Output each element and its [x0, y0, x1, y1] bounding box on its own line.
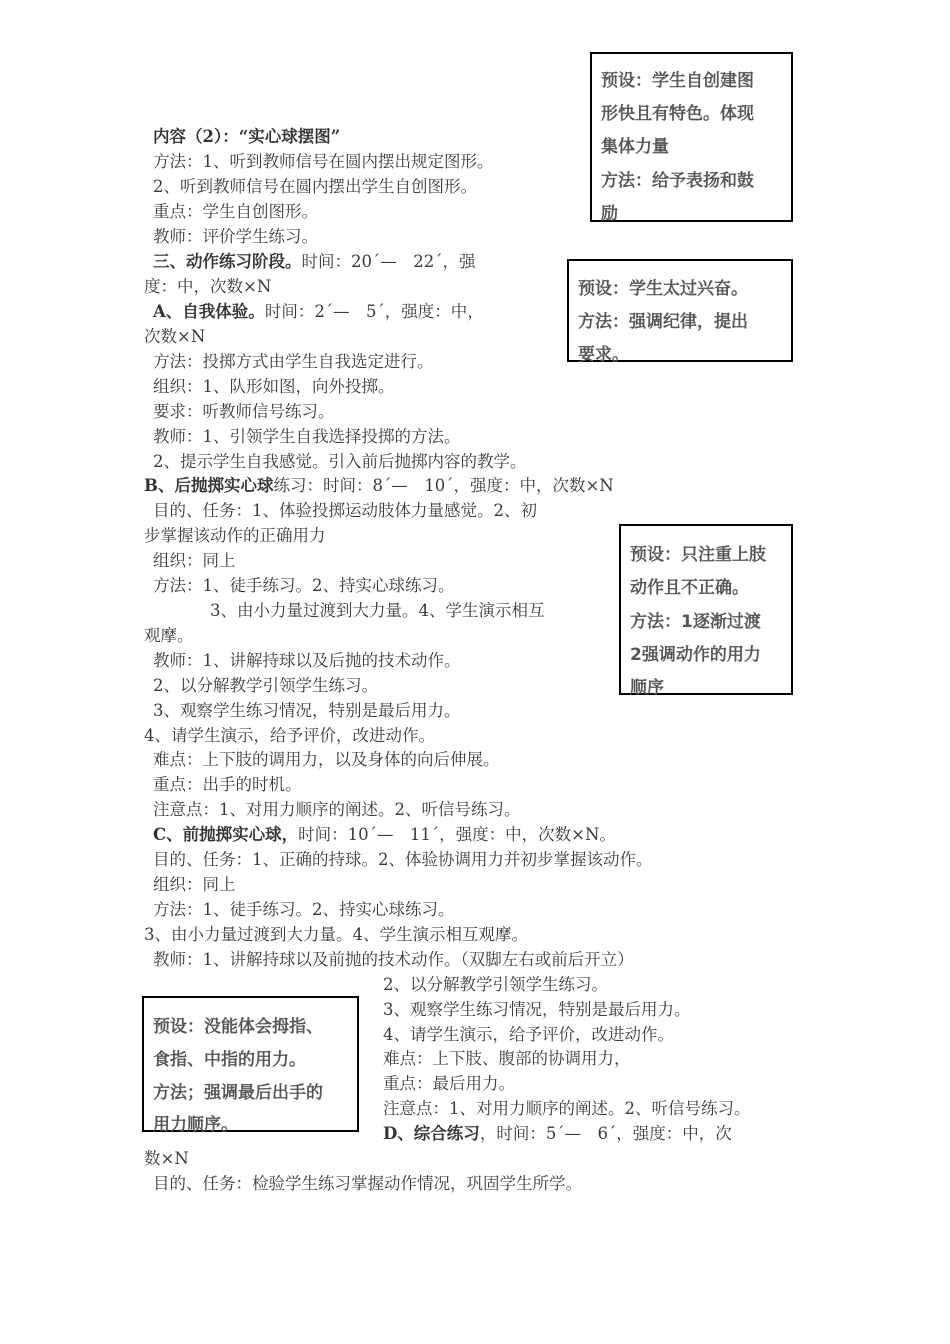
note-line: 预设：学生自创建图: [601, 71, 754, 91]
note-line: 动作且不正确。: [630, 578, 749, 598]
text-line: 难点：上下肢的调用力，以及身体的向后伸展。: [153, 750, 500, 769]
text-line: 注意点：1、对用力顺序的阐述。2、听信号练习。: [153, 800, 521, 819]
note-line: 预设：只注重上肢: [630, 545, 766, 565]
text-line: 方法：1、徒手练习。2、持实心球练习。: [153, 900, 455, 919]
text-line: 教师：评价学生练习。: [153, 227, 318, 246]
text-line: 目的、任务：1、正确的持球。2、体验协调用力并初步掌握该动作。: [153, 850, 653, 869]
text-line: 4、请学生演示，给予评价，改进动作。: [383, 1025, 674, 1044]
text-line: 组织：1、队形如图，向外投掷。: [153, 377, 395, 396]
text-line: 2、以分解教学引领学生练习。: [383, 975, 608, 994]
text-line: 方法：投掷方式由学生自我选定进行。: [153, 352, 434, 371]
preset-note-box: [142, 996, 359, 1135]
text-line: 步掌握该动作的正确用力: [144, 526, 326, 545]
note-line: 预设：学生太过兴奋。: [578, 279, 748, 299]
note-line: 2强调动作的用力: [630, 645, 761, 665]
text-line: 3、由小力量过渡到大力量。4、学生演示相互: [210, 601, 545, 620]
text-line: 教师：1、引领学生自我选择投掷的方法。: [153, 427, 461, 446]
text-line: 度：中，次数×N: [144, 277, 272, 296]
text-line: 教师：1、讲解持球以及后抛的技术动作。: [153, 651, 461, 670]
text-line: 方法：1、听到教师信号在圆内摆出规定图形。: [153, 152, 494, 171]
text-line: 重点：出手的时机。: [153, 775, 302, 794]
text-line: 3、由小力量过渡到大力量。4、学生演示相互观摩。: [144, 925, 528, 944]
note-line: 方法；强调最后出手的: [153, 1083, 323, 1103]
text-line: 重点：最后用力。: [383, 1074, 515, 1093]
text-line: 2、听到教师信号在圆内摆出学生自创图形。: [153, 177, 477, 196]
text-line: 方法：1、徒手练习。2、持实心球练习。: [153, 576, 455, 595]
content-2-heading: 内容（2）：“实心球摆图”: [153, 127, 341, 146]
subsection-c-heading: C、前抛掷实心球，时间：10´— 11´，强度：中，次数×N。: [153, 825, 616, 844]
text-line: 次数×N: [144, 327, 206, 346]
text-line: 注意点：1、对用力顺序的阐述。2、听信号练习。: [383, 1099, 751, 1118]
note-line: 集体力量: [601, 137, 669, 157]
text-line: 3、观察学生练习情况，特别是最后用力。: [153, 701, 461, 720]
subsection-b-heading: B、后抛掷实心球练习：时间：8´— 10´，强度：中，次数×N: [144, 476, 614, 495]
note-line: 预设：没能体会拇指、: [153, 1017, 323, 1037]
text-line: 2、以分解教学引领学生练习。: [153, 676, 378, 695]
note-line: 方法：给予表扬和鼓: [601, 171, 754, 191]
note-line: 方法：1逐渐过渡: [630, 612, 761, 632]
note-line: 要求。: [578, 345, 629, 365]
text-line: 2、提示学生自我感觉。引入前后抛掷内容的教学。: [153, 452, 527, 471]
text-line: 难点：上下肢、腹部的协调用力，: [383, 1049, 631, 1068]
text-line: 要求：听教师信号练习。: [153, 402, 335, 421]
text-line: 3、观察学生练习情况，特别是最后用力。: [383, 1000, 691, 1019]
text-line: 目的、任务：检验学生练习掌握动作情况，巩固学生所学。: [153, 1174, 582, 1193]
text-line: 观摩。: [144, 626, 194, 645]
note-line: 食指、中指的用力。: [153, 1050, 306, 1070]
text-line: 数×N: [144, 1149, 189, 1168]
note-line: 方法：强调纪律，提出: [578, 312, 748, 332]
text-line: 组织：同上: [153, 551, 236, 570]
note-line: 励: [601, 204, 618, 224]
preset-note-box: [590, 52, 793, 222]
text-line: 重点：学生自创图形。: [153, 202, 318, 221]
preset-note-box: [619, 524, 793, 698]
note-line: 顺序: [630, 678, 664, 698]
preset-note-box: [567, 259, 793, 365]
note-line: 用力顺序。: [153, 1115, 238, 1135]
section-3-heading: 三、动作练习阶段。时间：20´— 22´，强: [153, 252, 476, 271]
text-line: 组织：同上: [153, 875, 236, 894]
note-line: 形快且有特色。体现: [601, 104, 754, 124]
subsection-a-heading: A、自我体验。时间：2´— 5´，强度：中，: [153, 302, 484, 321]
subsection-d-heading: D、综合练习，时间：5´— 6´，强度：中，次: [383, 1124, 732, 1143]
text-line: 目的、任务：1、体验投掷运动肢体力量感觉。2、初: [153, 501, 537, 520]
text-line: 4、请学生演示，给予评价，改进动作。: [144, 726, 435, 745]
text-line: 教师：1、讲解持球以及前抛的技术动作。（双脚左右或前后开立）: [153, 950, 634, 969]
